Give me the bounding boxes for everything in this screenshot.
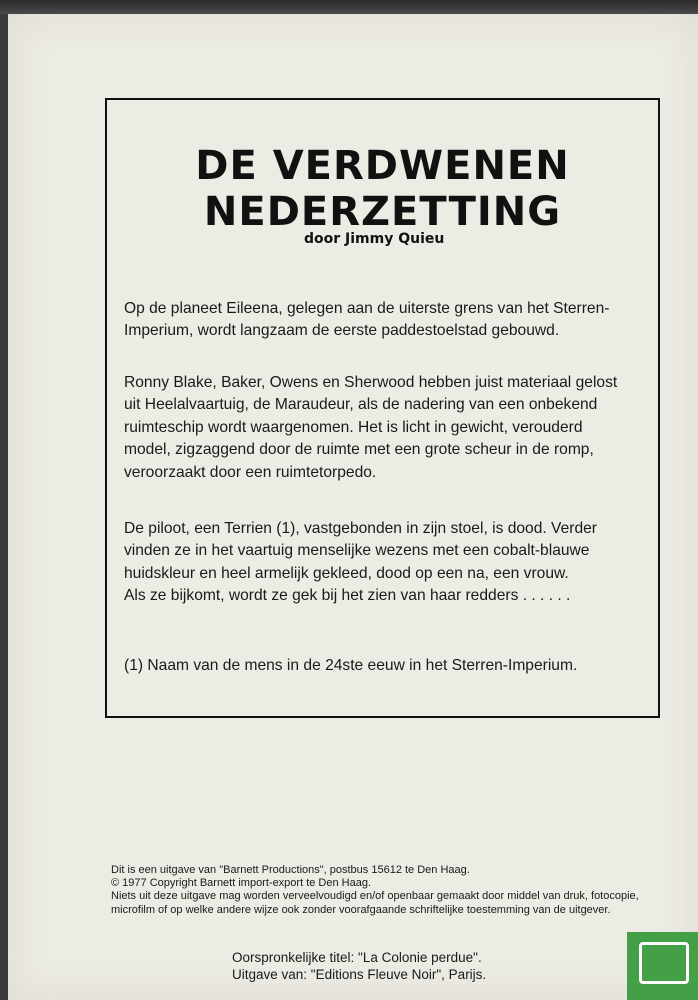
imprint (111, 864, 671, 917)
book-edge (0, 0, 698, 14)
text-line: model, zigzaggend door de ruimte met een grote scheur in de romp, (124, 441, 594, 459)
footnote: (1) Naam van de mens in de 24ste eeuw in het Sterren-Imperium. (124, 657, 578, 674)
text-line: Als ze bijkomt, wordt ze gek bij het zien van haar redders . . . . . . (124, 587, 571, 605)
imprint-line: Niets uit deze uitgave mag worden verveelvoudigd en/of openbaar gemaakt door middel van druk, fotocopie, (111, 890, 639, 903)
watermark-logo (627, 932, 698, 1000)
synopsis-frame (105, 98, 660, 718)
text-line: huidskleur en heel armelijk gekleed, dood op een na, een vrouw. (124, 564, 569, 582)
original-title-line: Oorspronkelijke titel: "La Colonie perdue". (232, 950, 482, 965)
title-line-1: DE VERDWENEN (195, 143, 570, 189)
paragraph-3 (124, 518, 649, 608)
text-line: Op de planeet Eileena, gelegen aan de uiterste grens van het Sterren- (124, 300, 610, 317)
text-line: Imperium, wordt langzaam de eerste paddestoelstad gebouwd. (124, 322, 560, 340)
text-line: veroorzaakt door een ruimtetorpedo. (124, 463, 377, 481)
imprint-line: © 1977 Copyright Barnett import-export te Den Haag. (111, 877, 372, 890)
imprint-line: Dit is een uitgave van "Barnett Productions", postbus 15612 te Den Haag. (111, 864, 470, 876)
title-line-2: NEDERZETTING (203, 189, 562, 235)
logo-icon (639, 942, 689, 984)
publisher-line: Uitgave van: "Editions Fleuve Noir", Parijs. (232, 967, 487, 982)
original-title (232, 949, 486, 983)
page (8, 14, 698, 1000)
paragraph-1 (124, 298, 649, 343)
text-line: De piloot, een Terrien (1), vastgebonden in zijn stoel, is dood. Verder (124, 520, 598, 537)
text-line: ruimteschip wordt waargenomen. Het is licht in gewicht, verouderd (124, 418, 583, 436)
text-line: vinden ze in het vaartuig menselijke wezens met een cobalt-blauwe (124, 542, 590, 560)
text-line: Ronny Blake, Baker, Owens en Sherwood hebben juist materiaal gelost (124, 374, 618, 391)
text-line: uit Heelalvaartuig, de Maraudeur, als de nadering van een onbekend (124, 396, 598, 414)
imprint-line: microfilm of op welke andere wijze ook zonder voorafgaande schriftelijke toestemming van de uitgever. (111, 903, 611, 916)
paragraph-2 (124, 372, 649, 484)
byline: door Jimmy Quieu (304, 231, 445, 247)
